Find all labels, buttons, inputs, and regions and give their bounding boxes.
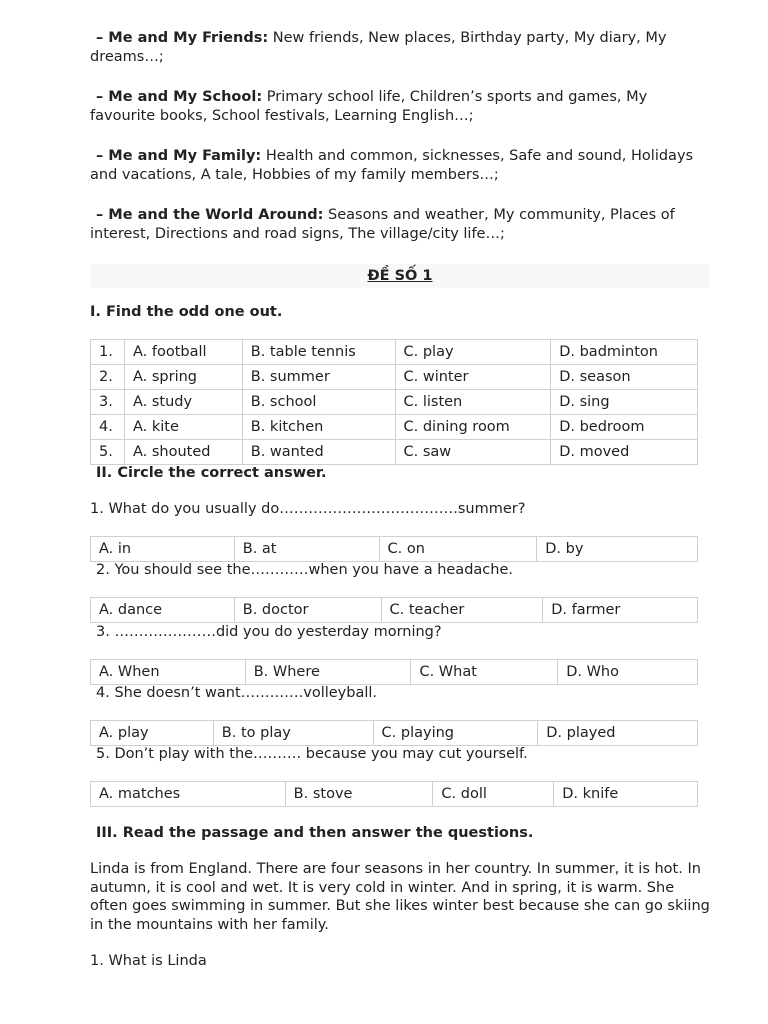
exam-title-band [90, 264, 710, 288]
table-cell: B. wanted [242, 440, 395, 465]
topic-school: – Me and My School: Primary school life, Children’s sports and games, My favourite books, School festivals, Learning English…; [90, 89, 648, 124]
option-a[interactable]: A. matches [91, 782, 286, 807]
table-cell: A. football [124, 340, 242, 365]
answer-options-3 [90, 659, 698, 685]
table-cell: C. listen [395, 390, 551, 415]
table-cell: D. bedroom [551, 415, 698, 440]
question-2: 2. You should see the…………when you have a headache. [96, 562, 513, 578]
option-b[interactable]: B. doctor [234, 598, 381, 623]
table-row [91, 598, 698, 623]
table-row [91, 782, 698, 807]
option-d[interactable]: D. farmer [543, 598, 698, 623]
table-row [91, 721, 698, 746]
table-cell: B. school [242, 390, 395, 415]
option-b[interactable]: B. to play [213, 721, 373, 746]
option-c[interactable]: C. What [411, 660, 558, 685]
topic-family: – Me and My Family: Health and common, sicknesses, Safe and sound, Holidays and vacations, A tale, Hobbies of my family members…; [90, 148, 694, 183]
table-cell: D. badminton [551, 340, 698, 365]
question-1: 1. What do you usually do……………………………….summer? [90, 501, 526, 517]
question-3: 3. …………………did you do yesterday morning? [96, 624, 442, 640]
table-row [91, 390, 698, 415]
table-row [91, 415, 698, 440]
table-cell: A. study [124, 390, 242, 415]
answer-options-2 [90, 597, 698, 623]
option-a[interactable]: A. dance [91, 598, 235, 623]
option-c[interactable]: C. teacher [381, 598, 543, 623]
option-b[interactable]: B. Where [245, 660, 411, 685]
option-d[interactable]: D. by [537, 537, 698, 562]
reading-question-1: 1. What is Linda [90, 953, 207, 969]
table-row [91, 537, 698, 562]
table-cell: D. sing [551, 390, 698, 415]
table-cell: C. play [395, 340, 551, 365]
section2-heading: II. Circle the correct answer. [96, 465, 327, 481]
table-row [91, 440, 698, 465]
topic-world: – Me and the World Around: Seasons and weather, My community, Places of interest, Directions and road signs, The village/city life…; [90, 207, 675, 242]
option-d[interactable]: D. played [538, 721, 698, 746]
option-a[interactable]: A. When [91, 660, 246, 685]
section1-heading: I. Find the odd one out. [90, 304, 283, 320]
table-cell: 2. [91, 365, 125, 390]
exam-title: ĐỀ SỐ 1 [367, 268, 433, 284]
option-c[interactable]: C. on [379, 537, 537, 562]
table-cell: D. season [551, 365, 698, 390]
option-d[interactable]: D. Who [558, 660, 698, 685]
question-5: 5. Don’t play with the………. because you may cut yourself. [96, 746, 528, 762]
odd-one-out-table [90, 339, 698, 465]
table-row [91, 660, 698, 685]
table-cell: 5. [91, 440, 125, 465]
answer-options-1 [90, 536, 698, 562]
table-cell: A. shouted [124, 440, 242, 465]
table-cell: C. winter [395, 365, 551, 390]
table-cell: 3. [91, 390, 125, 415]
answer-options-4 [90, 720, 698, 746]
option-a[interactable]: A. in [91, 537, 235, 562]
table-cell: A. spring [124, 365, 242, 390]
table-cell: C. saw [395, 440, 551, 465]
table-cell: 1. [91, 340, 125, 365]
table-cell: C. dining room [395, 415, 551, 440]
table-cell: A. kite [124, 415, 242, 440]
table-cell: B. kitchen [242, 415, 395, 440]
section3-heading: III. Read the passage and then answer the questions. [96, 825, 534, 841]
table-cell: D. moved [551, 440, 698, 465]
option-c[interactable]: C. playing [373, 721, 538, 746]
option-c[interactable]: C. doll [433, 782, 554, 807]
option-b[interactable]: B. at [234, 537, 379, 562]
answer-options-5 [90, 781, 698, 807]
table-cell: 4. [91, 415, 125, 440]
option-d[interactable]: D. knife [554, 782, 698, 807]
option-a[interactable]: A. play [91, 721, 214, 746]
table-cell: B. table tennis [242, 340, 395, 365]
table-row [91, 365, 698, 390]
table-row [91, 340, 698, 365]
table-cell: B. summer [242, 365, 395, 390]
question-4: 4. She doesn’t want………….volleyball. [96, 685, 378, 701]
reading-passage: Linda is from England. There are four seasons in her country. In summer, it is hot. In autumn, it is cool and wet. It is very cold in winter. And in spring, it is warm. She often goes swimming in summer. But she likes winter best because she can go skiing in the mountains with her family. [90, 861, 710, 933]
option-b[interactable]: B. stove [285, 782, 433, 807]
topic-friends: – Me and My Friends: New friends, New places, Birthday party, My diary, My dreams…; [90, 30, 667, 65]
